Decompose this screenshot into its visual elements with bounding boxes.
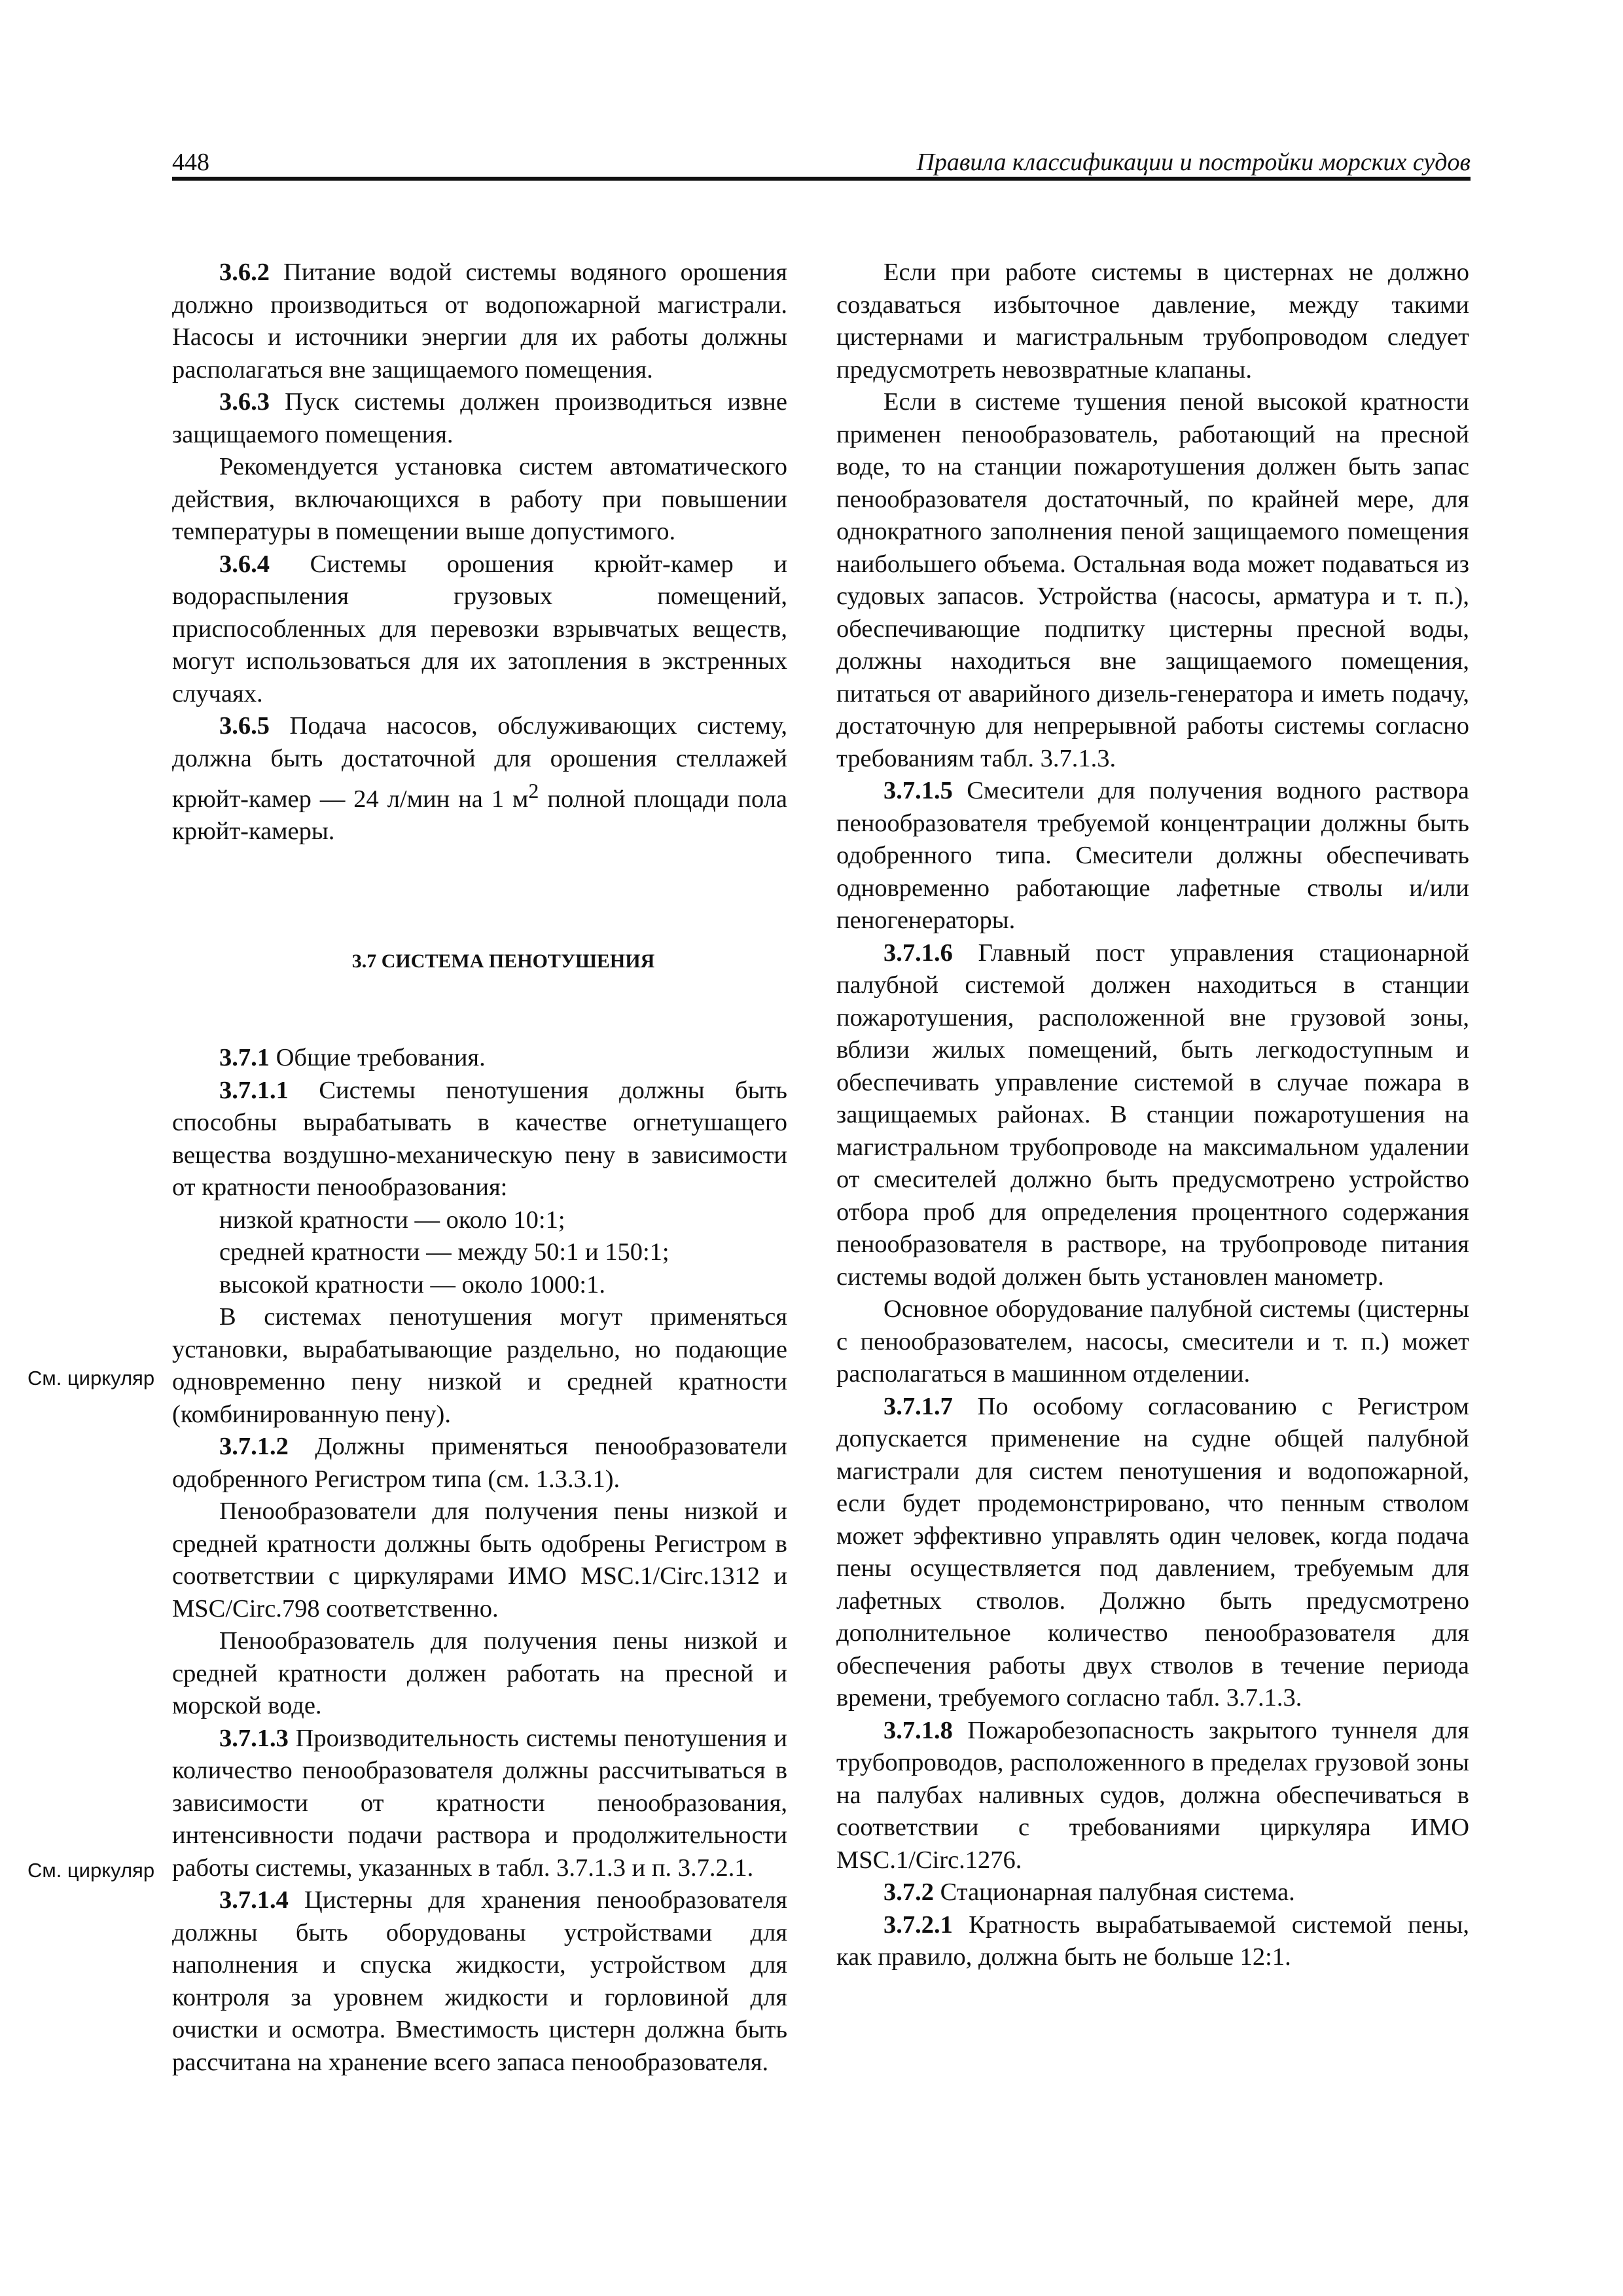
- section-spacer: [172, 977, 787, 1042]
- list-item: средней кратности — между 50:1 и 150:1;: [219, 1238, 669, 1266]
- clause-number: 3.7.1.6: [883, 939, 953, 967]
- paragraph-3-7-1-2: 3.7.1.2 Должны применяться пенообразователи одобренного Регистром типа (см. 1.3.3.1).: [172, 1433, 787, 1493]
- paragraph-3-6-4: 3.6.4 Системы орошения крюйт-камер и водораспыления грузовых помещений, приспособленных для перевозки взрывчатых веществ, могут использоваться для их затопления в экстренных случаях.: [172, 550, 787, 708]
- list-item: низкой кратности — около 10:1;: [219, 1206, 565, 1234]
- running-title: Правила классификации и постройки морских судов: [916, 149, 1471, 176]
- right-column: [836, 257, 1469, 1974]
- clause-number: 3.6.4: [219, 550, 270, 578]
- clause-number: 3.6.3: [219, 388, 270, 416]
- paragraph-3-6-3: 3.6.3 Пуск системы должен производиться извне защищаемого помещения.: [172, 388, 787, 448]
- paragraph-3-6-2: 3.6.2 Питание водой системы водяного орошения должно производиться от водопожарной магистрали. Насосы и источники энергии для их работы должны располагаться вне защищаемого помещения.: [172, 259, 787, 384]
- margin-note-circular: См. циркуляр: [27, 1367, 155, 1390]
- clause-number: 3.7.1.8: [883, 1716, 953, 1744]
- paragraph-foam-approval: Пенообразователи для получения пены низкой и средней кратности должны быть одобрены Регистром в соответствии с циркулярами ИМО MSC.1/Circ.1312 и MSC/Circ.798 соответственно.: [172, 1498, 787, 1623]
- clause-number: 3.6.5: [219, 712, 270, 740]
- paragraph-combined-foam: В системах пенотушения могут применяться установки, вырабатывающие раздельно, но подающие одновременно пену низкой и средней кратности (комбинированную пену).: [172, 1303, 787, 1428]
- paragraph-3-7-1: 3.7.1 Общие требования.: [219, 1044, 486, 1072]
- section-heading: 3.7 СИСТЕМА ПЕНОТУШЕНИЯ: [351, 950, 655, 972]
- clause-number: 3.7.1.5: [883, 777, 953, 804]
- paragraph-3-7-1-4: 3.7.1.4 Цистерны для хранения пенообразователя должны быть оборудованы устройствами для наполнения и спуска жидкости, устройством для контроля за уровнем жидкости и горловиной для очистки и осмотра. Вместимость цистерн должна быть рассчитана на хранение всего запаса пенообразователя.: [172, 1886, 787, 2076]
- list-item: высокой кратности — около 1000:1.: [219, 1270, 605, 1299]
- clause-number: 2: [257, 259, 270, 286]
- clause-number: 3.7.1.1: [219, 1076, 289, 1104]
- paragraph-3-7-1-5: 3.7.1.5 Смесители для получения водного раствора пенообразователя требуемой концентрации должны быть одобренного типа. Смесители должны обеспечивать одновременно работающие лафетные стволы и/или пеногенераторы.: [836, 777, 1469, 934]
- margin-note-circular: См. циркуляр: [27, 1859, 155, 1882]
- clause-number: 3.6.: [219, 259, 257, 286]
- paragraph-high-expansion: Если в системе тушения пеной высокой кратности применен пенообразователь, работающий на пресной воде, то на станции пожаротушения должен быть запас пенообразователя достаточный, по крайней мере, для однократного заполнения пеной защищаемого помещения наибольшего объема. Остальная вода может подаваться из судовых запасов. Устройства (насосы, арматура и т. п.), обеспечивающие подпитку цистерны пресной воды, должны находиться вне защищаемого помещения, питаться от аварийного дизель-генератора и иметь подачу, достаточную для непрерывной работы системы согласно требованиям табл. 3.7.1.3.: [836, 388, 1469, 772]
- clause-number: 3.7.1.3: [219, 1724, 289, 1752]
- paragraph-3-7-1-8: 3.7.1.8 Пожаробезопасность закрытого туннеля для трубопроводов, расположенного в пределах грузовой зоны на палубах наливных судов, должна обеспечиваться в соответствии с требованиями циркуляра ИМО MSC.1/Circ.1276.: [836, 1716, 1469, 1874]
- left-column: [172, 257, 787, 2079]
- clause-number: 3.7.1.4: [219, 1886, 289, 1914]
- clause-number: 3.7.2: [883, 1878, 934, 1906]
- paragraph-3-7-2: 3.7.2 Стационарная палубная система.: [883, 1878, 1295, 1906]
- paragraph-3-7-2-1: 3.7.2.1 Кратность вырабатываемой системой пены, как правило, должна быть не больше 12:1.: [836, 1910, 1469, 1971]
- header-rule: [172, 177, 1471, 181]
- clause-number: 3.7.1: [219, 1044, 270, 1072]
- page-number: 448: [172, 149, 209, 176]
- paragraph-main-equipment: Основное оборудование палубной системы (цистерны с пенообразователем, насосы, смесители и т. п.) может располагаться в машинном отделении.: [836, 1295, 1469, 1388]
- paragraph-3-6-5: 3.6.5 Подача насосов, обслуживающих систему, должна быть достаточной для орошения стеллажей крюйт-камер — 24 л/мин на 1 $м^2$ полной площади пола крюйт-камеры.: [172, 712, 787, 846]
- paragraph-check-valves: Если при работе системы в цистернах не должно создаваться избыточное давление, между такими цистернами и магистральным трубопроводом следует предусмотреть невозвратные клапаны.: [836, 259, 1469, 384]
- paragraph-3-7-1-7: 3.7.1.7 По особому согласованию с Регистром допускается применение на судне общей палубной магистрали для систем пенотушения и водопожарной, если будет продемонстрировано, что пенным стволом может эффективно управлять один человек, когда подача пены осуществляется под давлением, требуемым для лафетных стволов. Должно быть предусмотрено дополнительное количество пенообразователя для обеспечения работы двух стволов в течение периода времени, требуемого согласно табл. 3.7.1.3.: [836, 1392, 1469, 1712]
- clause-number: 3.7.1.7: [883, 1392, 953, 1420]
- paragraph-3-7-1-3: 3.7.1.3 Производительность системы пенотушения и количество пенообразователя должны рассчитываться в зависимости от кратности пенообразования, интенсивности подачи раствора и продолжительности работы системы, указанных в табл. 3.7.1.3 и п. 3.7.2.1.: [172, 1724, 787, 1882]
- clause-number: 3.7.2.1: [883, 1910, 953, 1939]
- clause-number: 3.7.1.2: [219, 1433, 289, 1461]
- paragraph-3-7-1-1: 3.7.1.1 Системы пенотушения должны быть способны вырабатывать в качестве огнетушащего вещества воздушно-механическую пену в зависимости от кратности пенообразования:: [172, 1076, 787, 1202]
- paragraph-recommendation: Рекомендуется установка систем автоматического действия, включающихся в работу при повышении температуры в помещении выше допустимого.: [172, 453, 787, 545]
- paragraph-foam-water: Пенообразователь для получения пены низкой и средней кратности должен работать на пресной и морской воде.: [172, 1627, 787, 1720]
- section-spacer: [172, 848, 787, 945]
- paragraph-3-7-1-6: 3.7.1.6 Главный пост управления стационарной палубной системой должен находиться в станции пожаротушения, расположенной вне грузовой зоны, вблизи жилых помещений, быть легкодоступным и обеспечивать управление системой в случае пожара в защищаемых районах. В станции пожаротушения на магистральном трубопроводе на максимальном удалении от смесителей должно быть предусмотрено устройство отбора проб для определения процентного содержания пенообразователя в растворе, на трубопроводе питания системы водой должен быть установлен манометр.: [836, 939, 1469, 1291]
